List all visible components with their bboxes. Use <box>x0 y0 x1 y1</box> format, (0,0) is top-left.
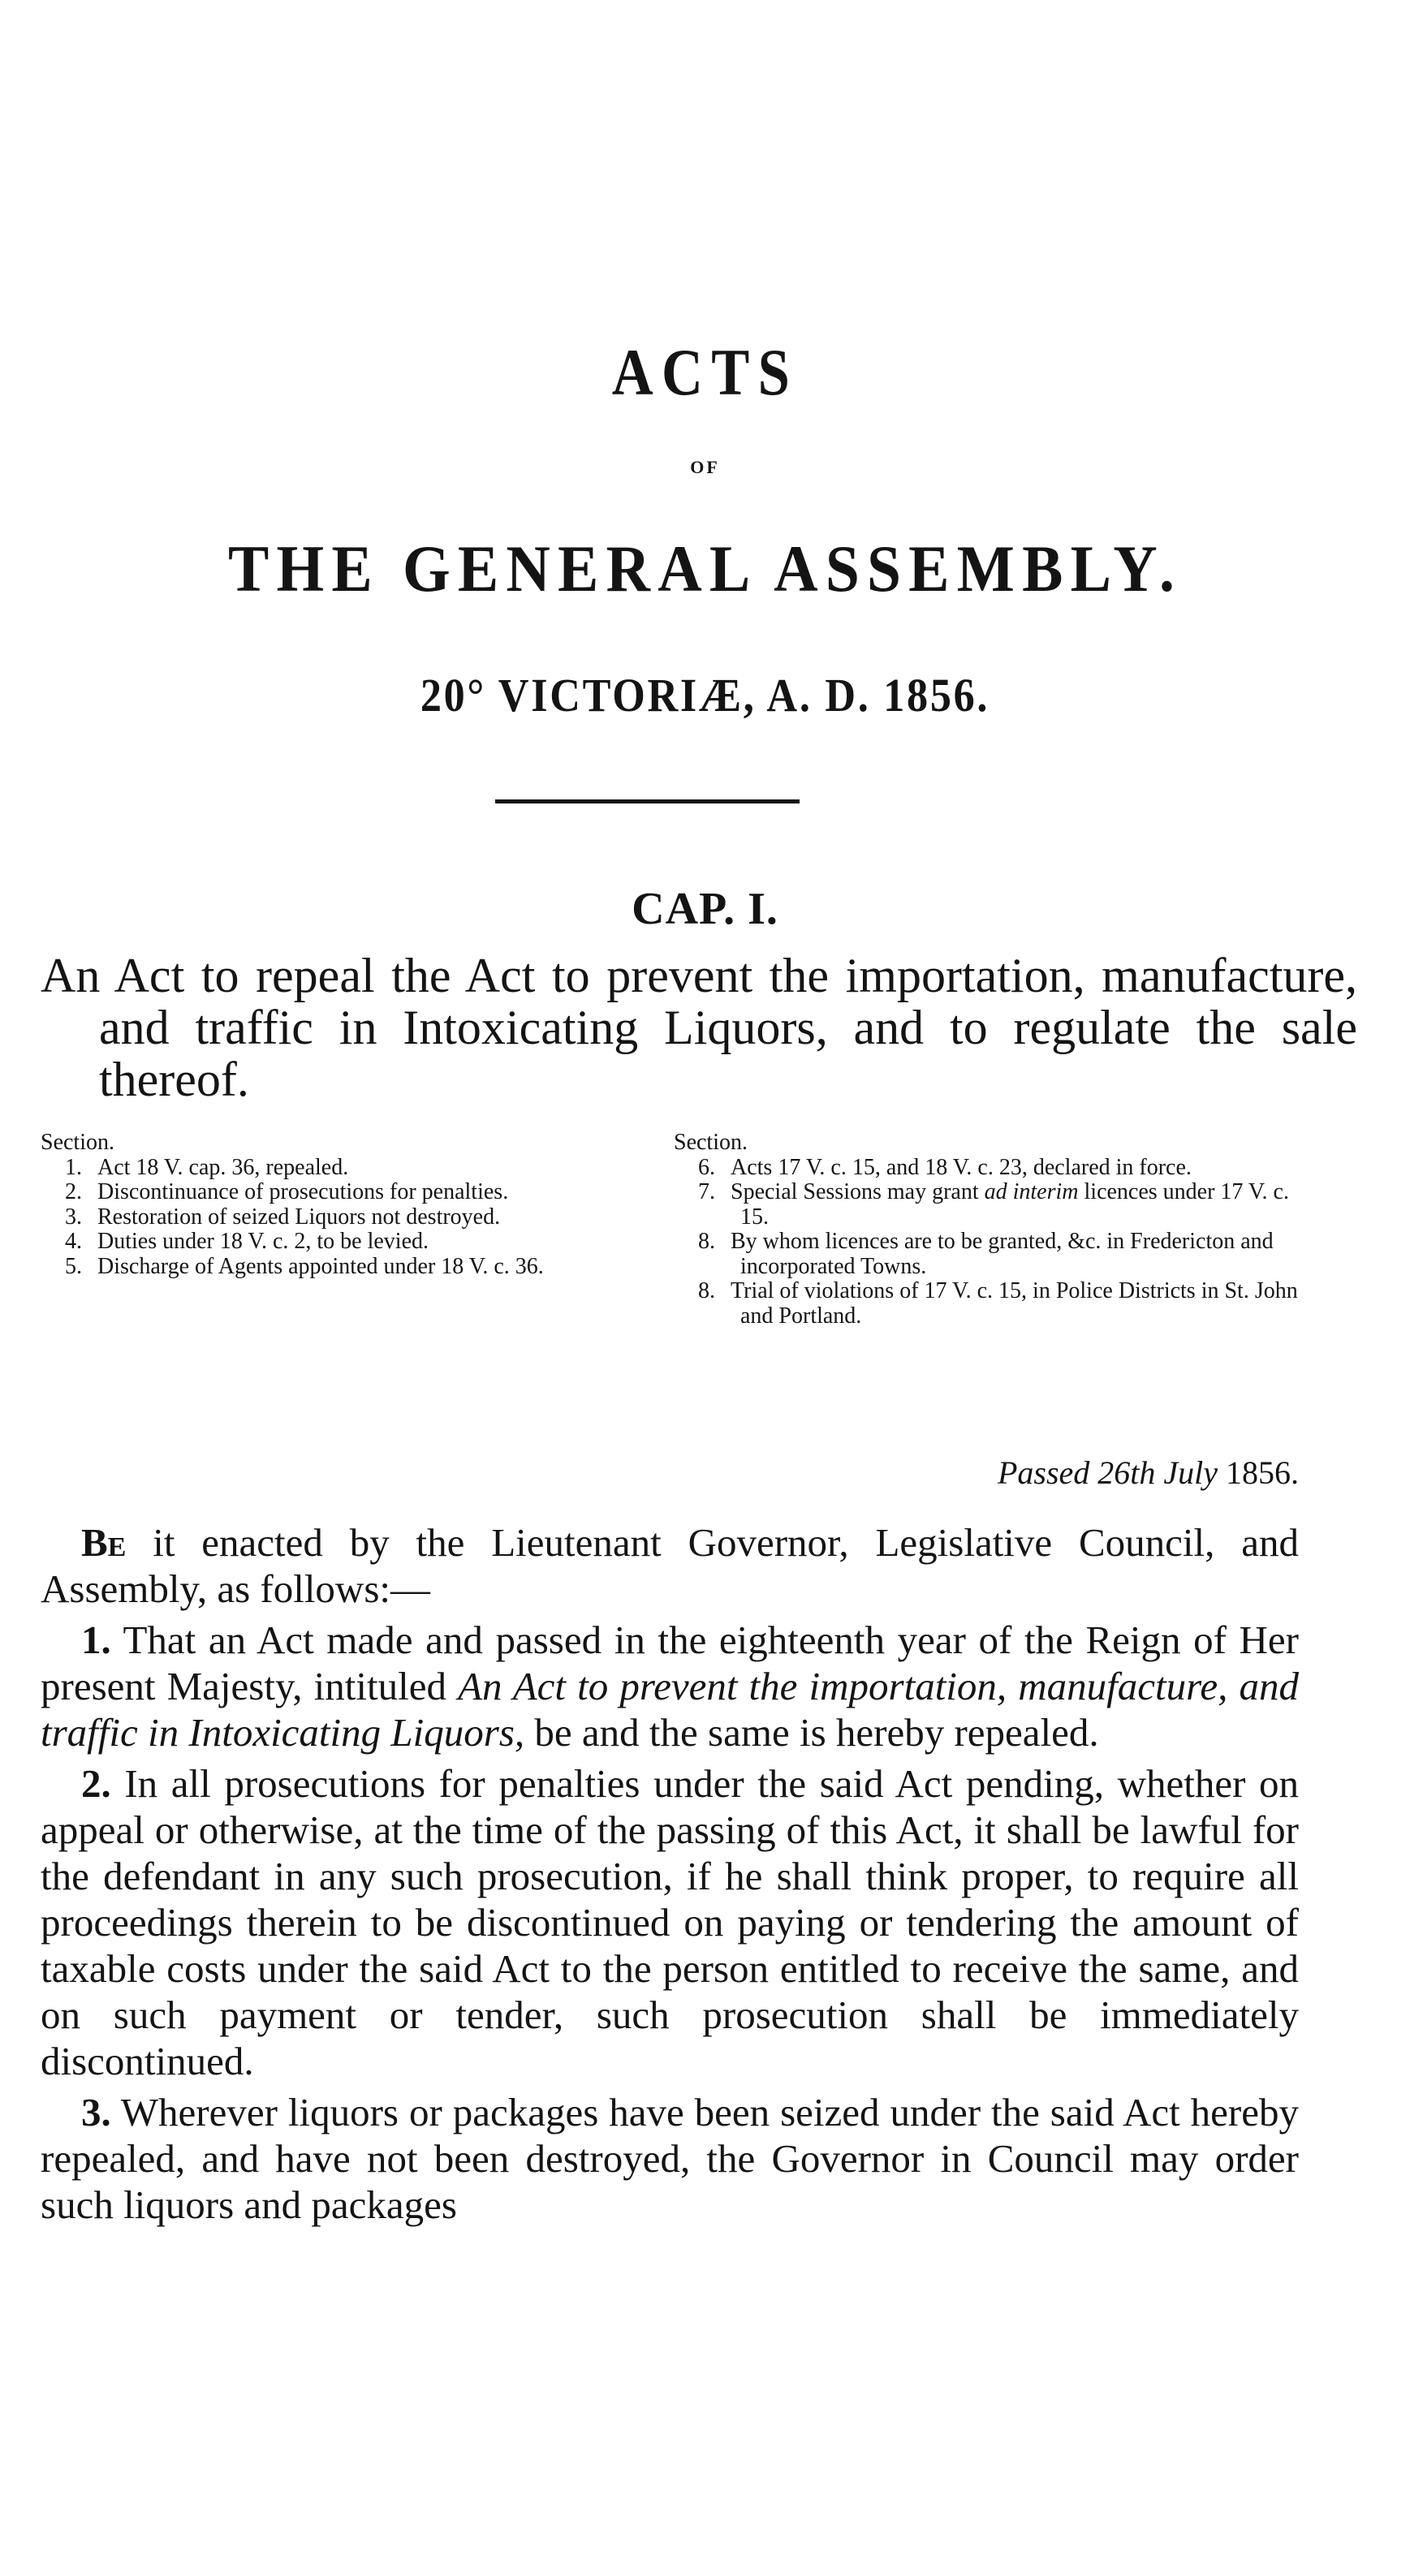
section-index-item: 6. Acts 17 V. c. 15, and 18 V. c. 23, declared in force. <box>698 1154 1192 1180</box>
passed-date: Passed 26th July 1856. <box>997 1454 1299 1491</box>
section-index-left <box>41 1131 641 1279</box>
section-label: Section. <box>674 1130 748 1155</box>
section-index-item: 2. Discontinuance of prosecutions for penalties. <box>65 1179 509 1204</box>
section-2: 2. In all prosecutions for penalties under the said Act pending, whether on appeal or otherwise, at the time of the passing of this Act, it shall be lawful for the defendant in any such prosecution, if he shall think proper, to require all proceedings therein to be discontinued on paying or tendering the amount of taxable costs under the said Act to the person entitled to receive the same, and on such payment or tender, such prosecution shall be immediately discontinued. <box>41 1761 1299 2083</box>
section-index-item: 1. Act 18 V. cap. 36, repealed. <box>65 1154 349 1180</box>
assembly-heading: THE GENERAL ASSEMBLY. <box>227 532 1183 605</box>
section-label: Section. <box>41 1130 114 1155</box>
section-3: 3. Wherever liquors or packages have been seized under the said Act hereby repealed, and have not been destroyed, the Governor in Council may order such liquors and packages <box>41 2090 1299 2227</box>
section-index-item: 8. By whom licences are to be granted, &c. in Fredericton and incorporated Towns. <box>698 1229 1274 1279</box>
section-index-item: 3. Restoration of seized Liquors not destroyed. <box>65 1204 501 1230</box>
section-index-item: 8. Trial of violations of 17 V. c. 15, in Police Districts in St. John and Portland. <box>698 1278 1298 1329</box>
page-title: ACTS <box>611 335 799 409</box>
title-connector: OF <box>690 457 720 477</box>
section-index-item: 4. Duties under 18 V. c. 2, to be levied. <box>65 1229 429 1254</box>
chapter-heading: CAP. I. <box>632 884 778 934</box>
act-title: An Act to repeal the Act to prevent the importation, manufacture, and traffic in Intoxicating Liquors, and to regulate the sale thereof. <box>41 949 1357 1106</box>
section-1: 1. That an Act made and passed in the eighteenth year of the Reign of Her present Majesty, intituled An Act to prevent the importation, manufacture, and traffic in Intoxicating Liquors, be and the same is hereby repealed. <box>41 1618 1299 1755</box>
section-index-right <box>674 1131 1299 1329</box>
divider-rule <box>495 799 800 803</box>
enacting-clause: Be it enacted by the Lieutenant Governor, Legislative Council, and Assembly, as follows:— <box>41 1520 1299 1611</box>
session-heading: 20° VICTORIÆ, A. D. 1856. <box>420 669 990 722</box>
section-index-item: 7. Special Sessions may grant ad interim licences under 17 V. c. 15. <box>698 1179 1289 1230</box>
section-index-item: 5. Discharge of Agents appointed under 18 V. c. 36. <box>65 1253 544 1279</box>
act-body <box>41 1519 1299 2233</box>
